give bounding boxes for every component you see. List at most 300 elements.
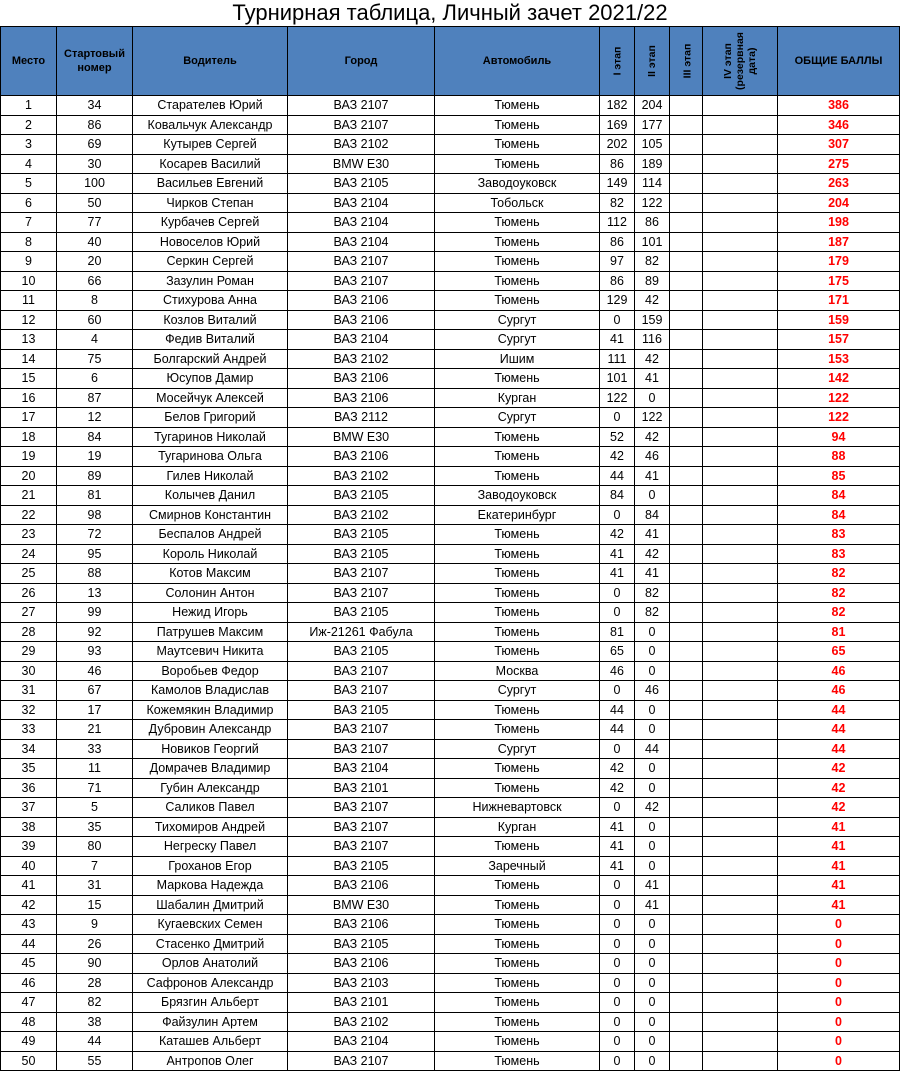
car-cell: Москва — [435, 661, 600, 681]
stage1-cell: 41 — [600, 817, 635, 837]
city-cell: ВАЗ 2105 — [288, 603, 435, 623]
stage4-cell — [703, 115, 778, 135]
place-cell: 20 — [1, 466, 57, 486]
table-row — [1, 96, 900, 116]
stage1-cell: 0 — [600, 408, 635, 428]
total-cell: 0 — [778, 1012, 900, 1032]
driver-cell: Саликов Павел — [133, 798, 288, 818]
place-cell: 37 — [1, 798, 57, 818]
table-row — [1, 934, 900, 954]
place-cell: 6 — [1, 193, 57, 213]
place-cell: 10 — [1, 271, 57, 291]
start-number-cell: 6 — [57, 369, 133, 389]
header-stage3-label: III этап — [681, 43, 694, 79]
driver-cell: Болгарский Андрей — [133, 349, 288, 369]
total-cell: 153 — [778, 349, 900, 369]
start-number-cell: 31 — [57, 876, 133, 896]
stage1-cell: 86 — [600, 154, 635, 174]
total-cell: 122 — [778, 388, 900, 408]
start-number-cell: 44 — [57, 1032, 133, 1052]
header-start-number: Стартовый номер — [57, 27, 133, 96]
car-cell: Сургут — [435, 681, 600, 701]
driver-cell: Колычев Данил — [133, 486, 288, 506]
city-cell: ВАЗ 2102 — [288, 505, 435, 525]
stage2-cell: 0 — [635, 778, 670, 798]
stage2-cell: 204 — [635, 96, 670, 116]
place-cell: 46 — [1, 973, 57, 993]
stage4-cell — [703, 310, 778, 330]
car-cell: Сургут — [435, 739, 600, 759]
driver-cell: Тугаринова Ольга — [133, 447, 288, 467]
car-cell: Курган — [435, 388, 600, 408]
total-cell: 85 — [778, 466, 900, 486]
car-cell: Тюмень — [435, 993, 600, 1013]
driver-cell: Косарев Василий — [133, 154, 288, 174]
total-cell: 0 — [778, 934, 900, 954]
start-number-cell: 66 — [57, 271, 133, 291]
stage3-cell — [670, 564, 703, 584]
driver-cell: Чирков Степан — [133, 193, 288, 213]
start-number-cell: 71 — [57, 778, 133, 798]
car-cell: Тюмень — [435, 115, 600, 135]
total-cell: 84 — [778, 505, 900, 525]
table-row — [1, 915, 900, 935]
table-row — [1, 1012, 900, 1032]
start-number-cell: 89 — [57, 466, 133, 486]
stage1-cell: 42 — [600, 447, 635, 467]
stage4-cell — [703, 466, 778, 486]
car-cell: Сургут — [435, 330, 600, 350]
car-cell: Тюмень — [435, 154, 600, 174]
table-row — [1, 856, 900, 876]
start-number-cell: 13 — [57, 583, 133, 603]
city-cell: ВАЗ 2104 — [288, 759, 435, 779]
stage1-cell: 0 — [600, 505, 635, 525]
driver-cell: Новоселов Юрий — [133, 232, 288, 252]
start-number-cell: 12 — [57, 408, 133, 428]
driver-cell: Новиков Георгий — [133, 739, 288, 759]
stage3-cell — [670, 252, 703, 272]
start-number-cell: 20 — [57, 252, 133, 272]
header-driver: Водитель — [133, 27, 288, 96]
car-cell: Ишим — [435, 349, 600, 369]
stage1-cell: 129 — [600, 291, 635, 311]
city-cell: ВАЗ 2101 — [288, 778, 435, 798]
stage1-cell: 44 — [600, 466, 635, 486]
place-cell: 4 — [1, 154, 57, 174]
table-row — [1, 817, 900, 837]
stage2-cell: 82 — [635, 583, 670, 603]
stage1-cell: 0 — [600, 934, 635, 954]
driver-cell: Ковальчук Александр — [133, 115, 288, 135]
driver-cell: Орлов Анатолий — [133, 954, 288, 974]
stage3-cell — [670, 447, 703, 467]
total-cell: 171 — [778, 291, 900, 311]
total-cell: 157 — [778, 330, 900, 350]
place-cell: 17 — [1, 408, 57, 428]
total-cell: 0 — [778, 973, 900, 993]
city-cell: ВАЗ 2104 — [288, 193, 435, 213]
total-cell: 41 — [778, 817, 900, 837]
car-cell: Тюмень — [435, 447, 600, 467]
stage1-cell: 0 — [600, 798, 635, 818]
start-number-cell: 92 — [57, 622, 133, 642]
total-cell: 0 — [778, 1051, 900, 1071]
place-cell: 5 — [1, 174, 57, 194]
stage3-cell — [670, 291, 703, 311]
header-stage3 — [670, 27, 703, 96]
stage3-cell — [670, 232, 703, 252]
stage2-cell: 0 — [635, 759, 670, 779]
table-row — [1, 778, 900, 798]
stage3-cell — [670, 817, 703, 837]
driver-cell: Дубровин Александр — [133, 720, 288, 740]
start-number-cell: 9 — [57, 915, 133, 935]
stage4-cell — [703, 213, 778, 233]
total-cell: 82 — [778, 603, 900, 623]
total-cell: 198 — [778, 213, 900, 233]
start-number-cell: 72 — [57, 525, 133, 545]
stage1-cell: 0 — [600, 1051, 635, 1071]
city-cell: ВАЗ 2107 — [288, 564, 435, 584]
stage1-cell: 0 — [600, 1012, 635, 1032]
standings-table — [0, 26, 900, 1071]
stage1-cell: 41 — [600, 330, 635, 350]
driver-cell: Беспалов Андрей — [133, 525, 288, 545]
table-row — [1, 232, 900, 252]
driver-cell: Сафронов Александр — [133, 973, 288, 993]
stage2-cell: 0 — [635, 817, 670, 837]
stage1-cell: 82 — [600, 193, 635, 213]
total-cell: 88 — [778, 447, 900, 467]
car-cell: Тюмень — [435, 720, 600, 740]
city-cell: ВАЗ 2112 — [288, 408, 435, 428]
stage2-cell: 0 — [635, 388, 670, 408]
start-number-cell: 99 — [57, 603, 133, 623]
stage1-cell: 41 — [600, 564, 635, 584]
total-cell: 44 — [778, 720, 900, 740]
stage3-cell — [670, 895, 703, 915]
driver-cell: Смирнов Константин — [133, 505, 288, 525]
place-cell: 44 — [1, 934, 57, 954]
stage2-cell: 0 — [635, 1051, 670, 1071]
driver-cell: Юсупов Дамир — [133, 369, 288, 389]
stage3-cell — [670, 837, 703, 857]
stage2-cell: 122 — [635, 408, 670, 428]
total-cell: 142 — [778, 369, 900, 389]
car-cell: Заречный — [435, 856, 600, 876]
place-cell: 41 — [1, 876, 57, 896]
place-cell: 43 — [1, 915, 57, 935]
stage3-cell — [670, 193, 703, 213]
stage2-cell: 0 — [635, 973, 670, 993]
stage1-cell: 0 — [600, 876, 635, 896]
city-cell: ВАЗ 2107 — [288, 720, 435, 740]
car-cell: Тюмень — [435, 954, 600, 974]
stage4-cell — [703, 661, 778, 681]
total-cell: 179 — [778, 252, 900, 272]
car-cell: Курган — [435, 817, 600, 837]
city-cell: ВАЗ 2107 — [288, 1051, 435, 1071]
car-cell: Тюмень — [435, 291, 600, 311]
place-cell: 24 — [1, 544, 57, 564]
stage2-cell: 114 — [635, 174, 670, 194]
stage4-cell — [703, 895, 778, 915]
place-cell: 42 — [1, 895, 57, 915]
stage4-cell — [703, 349, 778, 369]
header-city: Город — [288, 27, 435, 96]
start-number-cell: 38 — [57, 1012, 133, 1032]
total-cell: 44 — [778, 739, 900, 759]
stage3-cell — [670, 993, 703, 1013]
total-cell: 386 — [778, 96, 900, 116]
start-number-cell: 34 — [57, 96, 133, 116]
stage3-cell — [670, 96, 703, 116]
place-cell: 22 — [1, 505, 57, 525]
stage1-cell: 182 — [600, 96, 635, 116]
driver-cell: Тихомиров Андрей — [133, 817, 288, 837]
stage1-cell: 42 — [600, 778, 635, 798]
driver-cell: Патрушев Максим — [133, 622, 288, 642]
total-cell: 175 — [778, 271, 900, 291]
driver-cell: Козлов Виталий — [133, 310, 288, 330]
place-cell: 34 — [1, 739, 57, 759]
stage1-cell: 0 — [600, 973, 635, 993]
stage3-cell — [670, 544, 703, 564]
city-cell: ВАЗ 2104 — [288, 1032, 435, 1052]
stage2-cell: 41 — [635, 876, 670, 896]
header-stage1-label: I этап — [610, 46, 623, 76]
table-row — [1, 603, 900, 623]
page-title: Турнирная таблица, Личный зачет 2021/22 — [232, 0, 668, 25]
stage3-cell — [670, 856, 703, 876]
start-number-cell: 87 — [57, 388, 133, 408]
start-number-cell: 69 — [57, 135, 133, 155]
table-row — [1, 154, 900, 174]
total-cell: 41 — [778, 837, 900, 857]
table-row — [1, 330, 900, 350]
table-row — [1, 486, 900, 506]
start-number-cell: 90 — [57, 954, 133, 974]
stage1-cell: 42 — [600, 525, 635, 545]
total-cell: 82 — [778, 583, 900, 603]
start-number-cell: 30 — [57, 154, 133, 174]
driver-cell: Гилев Николай — [133, 466, 288, 486]
car-cell: Тюмень — [435, 915, 600, 935]
stage3-cell — [670, 135, 703, 155]
stage3-cell — [670, 466, 703, 486]
city-cell: ВАЗ 2106 — [288, 291, 435, 311]
place-cell: 1 — [1, 96, 57, 116]
start-number-cell: 11 — [57, 759, 133, 779]
driver-cell: Маркова Надежда — [133, 876, 288, 896]
stage1-cell: 86 — [600, 271, 635, 291]
car-cell: Тюмень — [435, 369, 600, 389]
car-cell: Тюмень — [435, 934, 600, 954]
driver-cell: Федив Виталий — [133, 330, 288, 350]
stage1-cell: 202 — [600, 135, 635, 155]
stage1-cell: 41 — [600, 856, 635, 876]
stage2-cell: 159 — [635, 310, 670, 330]
driver-cell: Каташев Альберт — [133, 1032, 288, 1052]
city-cell: ВАЗ 2107 — [288, 661, 435, 681]
stage3-cell — [670, 720, 703, 740]
stage3-cell — [670, 876, 703, 896]
table-row — [1, 837, 900, 857]
table-row — [1, 798, 900, 818]
stage1-cell: 0 — [600, 954, 635, 974]
stage4-cell — [703, 408, 778, 428]
start-number-cell: 4 — [57, 330, 133, 350]
table-row — [1, 213, 900, 233]
stage3-cell — [670, 1012, 703, 1032]
header-stage2-label: II этап — [646, 45, 658, 77]
place-cell: 39 — [1, 837, 57, 857]
driver-cell: Васильев Евгений — [133, 174, 288, 194]
stage2-cell: 82 — [635, 603, 670, 623]
stage4-cell — [703, 291, 778, 311]
stage1-cell: 0 — [600, 739, 635, 759]
table-row — [1, 544, 900, 564]
stage1-cell: 0 — [600, 603, 635, 623]
stage2-cell: 101 — [635, 232, 670, 252]
place-cell: 30 — [1, 661, 57, 681]
driver-cell: Кутырев Сергей — [133, 135, 288, 155]
city-cell: ВАЗ 2101 — [288, 993, 435, 1013]
city-cell: ВАЗ 2107 — [288, 798, 435, 818]
total-cell: 46 — [778, 681, 900, 701]
stage4-cell — [703, 603, 778, 623]
stage4-cell — [703, 1012, 778, 1032]
total-cell: 42 — [778, 798, 900, 818]
city-cell: ВАЗ 2107 — [288, 837, 435, 857]
stage2-cell: 41 — [635, 525, 670, 545]
stage1-cell: 0 — [600, 993, 635, 1013]
car-cell: Заводоуковск — [435, 174, 600, 194]
stage3-cell — [670, 1032, 703, 1052]
total-cell: 0 — [778, 954, 900, 974]
car-cell: Тюмень — [435, 876, 600, 896]
place-cell: 45 — [1, 954, 57, 974]
place-cell: 36 — [1, 778, 57, 798]
start-number-cell: 26 — [57, 934, 133, 954]
stage2-cell: 0 — [635, 642, 670, 662]
table-row — [1, 447, 900, 467]
driver-cell: Котов Максим — [133, 564, 288, 584]
place-cell: 13 — [1, 330, 57, 350]
driver-cell: Камолов Владислав — [133, 681, 288, 701]
city-cell: BMW E30 — [288, 895, 435, 915]
stage2-cell: 82 — [635, 252, 670, 272]
total-cell: 0 — [778, 1032, 900, 1052]
place-cell: 38 — [1, 817, 57, 837]
driver-cell: Кожемякин Владимир — [133, 700, 288, 720]
city-cell: ВАЗ 2105 — [288, 642, 435, 662]
stage2-cell: 42 — [635, 427, 670, 447]
stage4-cell — [703, 154, 778, 174]
header-car: Автомобиль — [435, 27, 600, 96]
stage1-cell: 46 — [600, 661, 635, 681]
place-cell: 31 — [1, 681, 57, 701]
stage4-cell — [703, 232, 778, 252]
place-cell: 32 — [1, 700, 57, 720]
car-cell: Тюмень — [435, 427, 600, 447]
stage4-cell — [703, 681, 778, 701]
table-row — [1, 349, 900, 369]
car-cell: Тюмень — [435, 973, 600, 993]
car-cell: Тюмень — [435, 466, 600, 486]
city-cell: ВАЗ 2107 — [288, 96, 435, 116]
total-cell: 275 — [778, 154, 900, 174]
driver-cell: Губин Александр — [133, 778, 288, 798]
place-cell: 26 — [1, 583, 57, 603]
city-cell: ВАЗ 2107 — [288, 115, 435, 135]
table-row — [1, 661, 900, 681]
place-cell: 11 — [1, 291, 57, 311]
stage1-cell: 0 — [600, 681, 635, 701]
stage1-cell: 52 — [600, 427, 635, 447]
driver-cell: Нежид Игорь — [133, 603, 288, 623]
place-cell: 18 — [1, 427, 57, 447]
driver-cell: Серкин Сергей — [133, 252, 288, 272]
car-cell: Тюмень — [435, 1012, 600, 1032]
stage4-cell — [703, 369, 778, 389]
stage3-cell — [670, 486, 703, 506]
table-row — [1, 759, 900, 779]
table-row — [1, 993, 900, 1013]
city-cell: ВАЗ 2102 — [288, 1012, 435, 1032]
stage2-cell: 42 — [635, 798, 670, 818]
table-row — [1, 135, 900, 155]
place-cell: 25 — [1, 564, 57, 584]
stage2-cell: 0 — [635, 661, 670, 681]
table-row — [1, 115, 900, 135]
stage4-cell — [703, 1032, 778, 1052]
stage1-cell: 44 — [600, 700, 635, 720]
stage4-cell — [703, 973, 778, 993]
table-row — [1, 876, 900, 896]
city-cell: BMW E30 — [288, 154, 435, 174]
place-cell: 16 — [1, 388, 57, 408]
stage2-cell: 41 — [635, 895, 670, 915]
stage3-cell — [670, 603, 703, 623]
stage2-cell: 0 — [635, 954, 670, 974]
stage3-cell — [670, 934, 703, 954]
stage4-cell — [703, 700, 778, 720]
total-cell: 42 — [778, 759, 900, 779]
driver-cell: Белов Григорий — [133, 408, 288, 428]
table-row — [1, 291, 900, 311]
place-cell: 48 — [1, 1012, 57, 1032]
city-cell: ВАЗ 2106 — [288, 954, 435, 974]
stage3-cell — [670, 583, 703, 603]
stage2-cell: 0 — [635, 486, 670, 506]
total-cell: 44 — [778, 700, 900, 720]
stage4-cell — [703, 447, 778, 467]
table-row — [1, 954, 900, 974]
car-cell: Тюмень — [435, 1032, 600, 1052]
stage2-cell: 41 — [635, 369, 670, 389]
stage2-cell: 116 — [635, 330, 670, 350]
start-number-cell: 95 — [57, 544, 133, 564]
city-cell: ВАЗ 2105 — [288, 856, 435, 876]
city-cell: ВАЗ 2105 — [288, 525, 435, 545]
start-number-cell: 40 — [57, 232, 133, 252]
start-number-cell: 5 — [57, 798, 133, 818]
stage4-cell — [703, 544, 778, 564]
car-cell: Тюмень — [435, 603, 600, 623]
total-cell: 204 — [778, 193, 900, 213]
